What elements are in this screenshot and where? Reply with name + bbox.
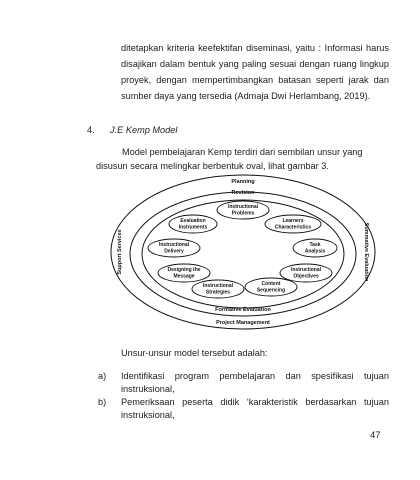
instructional-strategies-line1: Instructional (202, 283, 234, 289)
instructional-delivery-line2: Delivery (164, 248, 184, 255)
list-item-text: Pemeriksaan peserta didik ‘karakteristik berdasarkan tujuan instruksional, (121, 397, 389, 420)
instructional-objectives-line2: Objectives (293, 273, 319, 280)
list-item (98, 370, 389, 396)
instructional-problems-line2: Problems (231, 210, 255, 217)
instructional-delivery-line1: Instructional (158, 242, 190, 248)
task-analysis-line1: Task (309, 242, 321, 248)
task-analysis-line2: Analysis (304, 248, 326, 255)
instructional-delivery-node (148, 239, 200, 257)
designing-message-line2: Message (173, 273, 195, 280)
section-heading (87, 125, 178, 135)
intro-paragraph: ditetapkan kriteria keefektifan diseminasi, yaitu : Informasi harus disajikan dalam bentuk yang paling sesuai dengan ruang lingkup proyek, dengan mempertimbangkan batasan seperti jarak dan sumber daya yang tersedia (Admaja Dwi Herlambang, 2019). (121, 43, 389, 101)
list-item (98, 396, 389, 422)
revision-label: Revision (231, 190, 255, 196)
list-marker: a) (98, 371, 107, 381)
instructional-strategies-node (192, 280, 244, 298)
summative-evaluation-label: Summative Evaluation (363, 222, 369, 282)
designing-message-node (158, 264, 210, 282)
support-services-label: Support Services (117, 229, 123, 275)
evaluation-instruments-line1: Evaluation (180, 218, 206, 224)
designing-message-line1: Designing the (167, 267, 201, 273)
model-description-text: Model pembelajaran Kemp terdiri dari sembilan unsur yang disusun secara melingkar berbentuk oval, lihat gambar 3. (96, 147, 363, 171)
evaluation-instruments-line2: Instruments (178, 224, 208, 231)
learners-characteristics-node (265, 215, 321, 233)
instructional-strategies-line2: Strategies (205, 289, 231, 296)
list-item-text: Identifikasi program pembelajaran dan spesifikasi tujuan instruksional, (121, 371, 389, 394)
formative-evaluation-label: Formative Evaluation (215, 307, 271, 313)
evaluation-instruments-node (169, 215, 217, 233)
model-description (96, 145, 389, 173)
instructional-objectives-node (280, 264, 332, 282)
project-management-label: Project Management (216, 320, 270, 326)
instructional-objectives-line1: Instructional (290, 267, 322, 273)
learners-characteristics-line2: Characteristics (274, 224, 312, 231)
content-sequencing-line2: Sequencing (256, 287, 286, 294)
instructional-problems-line1: Instructional (227, 204, 259, 210)
kemp-model-diagram (108, 172, 378, 332)
instructional-problems-node (217, 201, 269, 219)
list-marker: b) (98, 397, 107, 407)
content-sequencing-line1: Content (261, 281, 281, 287)
page-number: 47 (370, 430, 381, 441)
elements-list (98, 370, 389, 422)
section-number: 4. (87, 125, 95, 135)
section-title: J.E Kemp Model (110, 125, 178, 135)
task-analysis-node (293, 239, 337, 257)
learners-characteristics-line1: Learners (282, 218, 304, 224)
planning-label: Planning (231, 179, 255, 185)
content-sequencing-node (245, 278, 297, 296)
list-intro: Unsur-unsur model tersebut adalah: (121, 348, 268, 358)
